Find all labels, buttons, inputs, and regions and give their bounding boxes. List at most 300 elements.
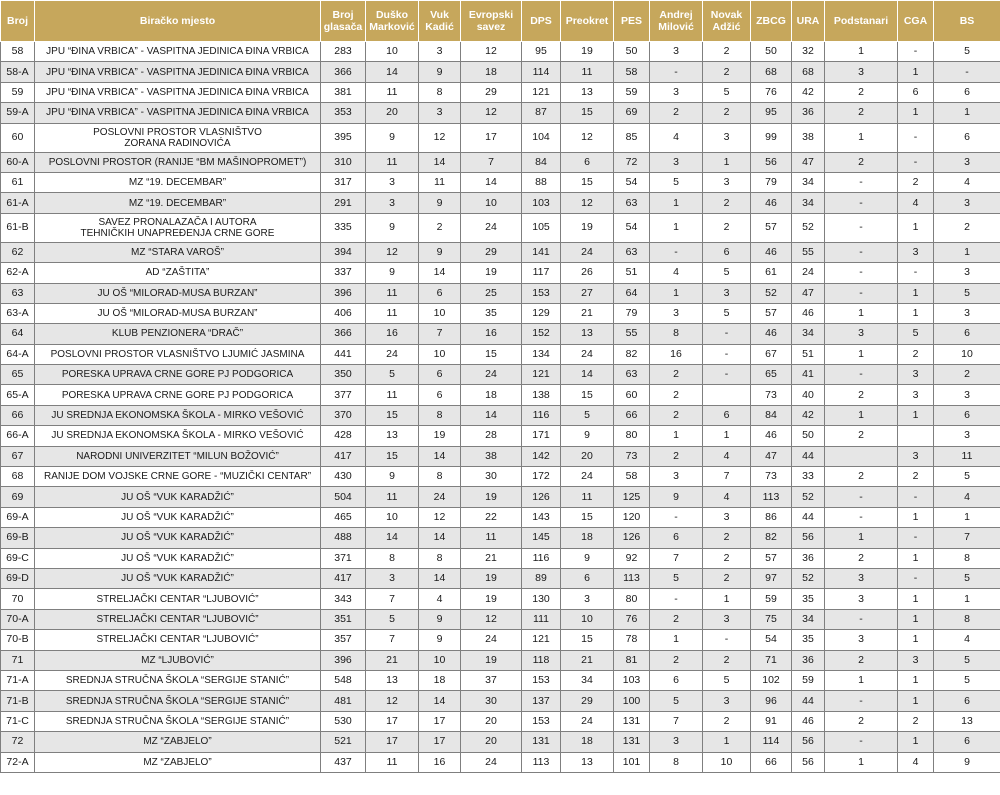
value-cell: 55: [614, 324, 650, 344]
table-row: [1, 103, 1000, 123]
value-cell: 50: [792, 426, 825, 446]
value-cell: 2: [419, 213, 461, 242]
value-cell: 15: [561, 507, 614, 527]
value-cell: 9: [419, 630, 461, 650]
value-cell: 17: [366, 711, 419, 731]
value-cell: 99: [751, 123, 792, 152]
value-cell: 120: [614, 507, 650, 527]
value-cell: 19: [461, 650, 522, 670]
value-cell: 5: [703, 670, 751, 690]
value-cell: 11: [366, 487, 419, 507]
value-cell: 61: [751, 263, 792, 283]
value-cell: 57: [751, 548, 792, 568]
value-cell: 9: [366, 213, 419, 242]
value-cell: 2: [703, 650, 751, 670]
value-cell: 2: [934, 365, 1000, 385]
value-cell: 113: [751, 487, 792, 507]
polling-place-cell: MZ “19. DECEMBAR”: [35, 172, 321, 192]
value-cell: -: [825, 507, 898, 527]
value-cell: 3: [650, 82, 703, 102]
value-cell: 2: [650, 365, 703, 385]
header-row: [1, 1, 1000, 42]
value-cell: 3: [703, 283, 751, 303]
value-cell: 42: [792, 405, 825, 425]
polling-place-cell: MZ “19. DECEMBAR”: [35, 193, 321, 213]
value-cell: 29: [461, 82, 522, 102]
value-cell: 56: [792, 752, 825, 772]
value-cell: 29: [461, 242, 522, 262]
station-number-cell: 65-A: [1, 385, 35, 405]
value-cell: 353: [321, 103, 366, 123]
value-cell: 2: [825, 82, 898, 102]
value-cell: 21: [461, 548, 522, 568]
value-cell: 20: [366, 103, 419, 123]
value-cell: 103: [614, 670, 650, 690]
polling-place-cell: STRELJAČKI CENTAR “LJUBOVIĆ”: [35, 609, 321, 629]
value-cell: 24: [561, 344, 614, 364]
value-cell: 1: [898, 103, 934, 123]
table-row: [1, 152, 1000, 172]
value-cell: 15: [561, 385, 614, 405]
value-cell: 104: [522, 123, 561, 152]
value-cell: -: [825, 193, 898, 213]
value-cell: 58: [614, 467, 650, 487]
value-cell: -: [825, 609, 898, 629]
value-cell: 465: [321, 507, 366, 527]
value-cell: 13: [561, 324, 614, 344]
value-cell: -: [703, 630, 751, 650]
polling-place-cell: JU SREDNJA EKONOMSKA ŠKOLA - MIRKO VEŠOVIĆ: [35, 426, 321, 446]
polling-place-cell: MZ “ZABJELO”: [35, 732, 321, 752]
value-cell: 34: [792, 193, 825, 213]
value-cell: 21: [561, 650, 614, 670]
value-cell: 2: [825, 103, 898, 123]
value-cell: 12: [366, 242, 419, 262]
value-cell: 291: [321, 193, 366, 213]
value-cell: 64: [614, 283, 650, 303]
value-cell: 13: [561, 82, 614, 102]
station-number-cell: 72: [1, 732, 35, 752]
station-number-cell: 59-A: [1, 103, 35, 123]
value-cell: 24: [561, 711, 614, 731]
value-cell: 5: [934, 568, 1000, 588]
value-cell: 40: [792, 385, 825, 405]
value-cell: 1: [650, 213, 703, 242]
value-cell: -: [825, 283, 898, 303]
value-cell: 3: [703, 123, 751, 152]
value-cell: 88: [522, 172, 561, 192]
value-cell: 3: [366, 193, 419, 213]
value-cell: -: [650, 242, 703, 262]
value-cell: 9: [366, 123, 419, 152]
station-number-cell: 69-C: [1, 548, 35, 568]
value-cell: 357: [321, 630, 366, 650]
value-cell: 34: [792, 324, 825, 344]
value-cell: -: [898, 152, 934, 172]
value-cell: 5: [934, 42, 1000, 62]
value-cell: 19: [561, 42, 614, 62]
column-header: Vuk Kadić: [419, 1, 461, 42]
value-cell: 66: [614, 405, 650, 425]
value-cell: 18: [561, 528, 614, 548]
value-cell: 3: [650, 152, 703, 172]
column-header: Preokret: [561, 1, 614, 42]
value-cell: 9: [561, 426, 614, 446]
value-cell: 11: [366, 82, 419, 102]
value-cell: -: [703, 365, 751, 385]
value-cell: 1: [898, 548, 934, 568]
value-cell: 4: [650, 123, 703, 152]
value-cell: 4: [934, 487, 1000, 507]
value-cell: 56: [751, 152, 792, 172]
station-number-cell: 71: [1, 650, 35, 670]
value-cell: 54: [751, 630, 792, 650]
value-cell: 395: [321, 123, 366, 152]
value-cell: 3: [825, 324, 898, 344]
value-cell: 47: [792, 152, 825, 172]
value-cell: 3: [703, 172, 751, 192]
value-cell: 343: [321, 589, 366, 609]
value-cell: 3: [934, 193, 1000, 213]
value-cell: 381: [321, 82, 366, 102]
value-cell: 47: [751, 446, 792, 466]
value-cell: 481: [321, 691, 366, 711]
value-cell: 3: [650, 467, 703, 487]
value-cell: 34: [561, 670, 614, 690]
value-cell: 55: [792, 242, 825, 262]
value-cell: 12: [419, 507, 461, 527]
value-cell: 14: [366, 528, 419, 548]
station-number-cell: 67: [1, 446, 35, 466]
value-cell: 7: [650, 711, 703, 731]
column-header: PES: [614, 1, 650, 42]
value-cell: 14: [419, 691, 461, 711]
polling-place-cell: JPU “ĐINA VRBICA” - VASPITNA JEDINICA ĐINA VRBICA: [35, 42, 321, 62]
value-cell: 3: [650, 303, 703, 323]
table-row: [1, 213, 1000, 242]
value-cell: 10: [366, 42, 419, 62]
station-number-cell: 61-B: [1, 213, 35, 242]
value-cell: 65: [751, 365, 792, 385]
value-cell: 24: [461, 752, 522, 772]
value-cell: 44: [792, 691, 825, 711]
value-cell: 7: [366, 589, 419, 609]
station-number-cell: 60-A: [1, 152, 35, 172]
polling-place-cell: JU OŠ “VUK KARADŽIĆ”: [35, 487, 321, 507]
polling-place-cell: SREDNJA STRUČNA ŠKOLA “SERGIJE STANIĆ”: [35, 711, 321, 731]
value-cell: 35: [792, 630, 825, 650]
value-cell: 6: [419, 365, 461, 385]
polling-place-cell: SREDNJA STRUČNA ŠKOLA “SERGIJE STANIĆ”: [35, 691, 321, 711]
value-cell: 1: [650, 193, 703, 213]
value-cell: 5: [898, 324, 934, 344]
value-cell: [703, 385, 751, 405]
value-cell: 5: [366, 365, 419, 385]
value-cell: 4: [703, 487, 751, 507]
value-cell: 10: [419, 303, 461, 323]
value-cell: 28: [461, 426, 522, 446]
value-cell: 2: [898, 172, 934, 192]
value-cell: 131: [614, 711, 650, 731]
value-cell: 38: [792, 123, 825, 152]
value-cell: 14: [419, 568, 461, 588]
value-cell: 1: [825, 670, 898, 690]
station-number-cell: 69-D: [1, 568, 35, 588]
table-row: [1, 82, 1000, 102]
station-number-cell: 70-A: [1, 609, 35, 629]
value-cell: 17: [366, 732, 419, 752]
value-cell: 3: [366, 568, 419, 588]
value-cell: 114: [522, 62, 561, 82]
value-cell: 8: [934, 609, 1000, 629]
value-cell: 118: [522, 650, 561, 670]
table-row: [1, 303, 1000, 323]
value-cell: 41: [792, 365, 825, 385]
value-cell: 36: [792, 103, 825, 123]
station-number-cell: 72-A: [1, 752, 35, 772]
value-cell: 54: [614, 172, 650, 192]
value-cell: 310: [321, 152, 366, 172]
polling-place-cell: JU OŠ “MILORAD-MUSA BURZAN”: [35, 283, 321, 303]
value-cell: 16: [419, 752, 461, 772]
value-cell: 66: [751, 752, 792, 772]
value-cell: 76: [614, 609, 650, 629]
table-row: [1, 324, 1000, 344]
value-cell: 46: [751, 193, 792, 213]
station-number-cell: 71-C: [1, 711, 35, 731]
value-cell: 10: [561, 609, 614, 629]
value-cell: 5: [934, 650, 1000, 670]
value-cell: 46: [751, 324, 792, 344]
value-cell: 7: [934, 528, 1000, 548]
value-cell: 8: [650, 752, 703, 772]
value-cell: -: [898, 568, 934, 588]
value-cell: 13: [934, 711, 1000, 731]
value-cell: 101: [614, 752, 650, 772]
value-cell: 9: [650, 487, 703, 507]
value-cell: 60: [614, 385, 650, 405]
station-number-cell: 71-A: [1, 670, 35, 690]
value-cell: 16: [650, 344, 703, 364]
value-cell: 3: [825, 630, 898, 650]
value-cell: 46: [792, 711, 825, 731]
station-number-cell: 71-B: [1, 691, 35, 711]
table-row: [1, 193, 1000, 213]
value-cell: 24: [419, 487, 461, 507]
value-cell: 317: [321, 172, 366, 192]
value-cell: 1: [898, 405, 934, 425]
value-cell: 24: [461, 630, 522, 650]
value-cell: 3: [366, 172, 419, 192]
value-cell: 3: [934, 303, 1000, 323]
value-cell: 68: [751, 62, 792, 82]
value-cell: 33: [792, 467, 825, 487]
value-cell: 2: [934, 213, 1000, 242]
polling-place-cell: POSLOVNI PROSTOR VLASNIŠTVO LJUMIĆ JASMINA: [35, 344, 321, 364]
value-cell: 102: [751, 670, 792, 690]
table-row: [1, 344, 1000, 364]
value-cell: 1: [898, 283, 934, 303]
value-cell: 2: [703, 213, 751, 242]
value-cell: 84: [522, 152, 561, 172]
value-cell: 3: [650, 732, 703, 752]
value-cell: 396: [321, 650, 366, 670]
value-cell: 5: [703, 303, 751, 323]
value-cell: 95: [522, 42, 561, 62]
table-row: [1, 42, 1000, 62]
station-number-cell: 70-B: [1, 630, 35, 650]
value-cell: 406: [321, 303, 366, 323]
value-cell: 5: [650, 568, 703, 588]
value-cell: 3: [898, 385, 934, 405]
value-cell: 2: [703, 193, 751, 213]
value-cell: 3: [934, 152, 1000, 172]
value-cell: 52: [792, 213, 825, 242]
table-row: [1, 732, 1000, 752]
value-cell: 12: [419, 123, 461, 152]
value-cell: 371: [321, 548, 366, 568]
value-cell: 2: [898, 711, 934, 731]
value-cell: 2: [703, 62, 751, 82]
station-number-cell: 64: [1, 324, 35, 344]
value-cell: 7: [650, 548, 703, 568]
value-cell: 25: [461, 283, 522, 303]
value-cell: -: [825, 691, 898, 711]
value-cell: 4: [650, 263, 703, 283]
value-cell: -: [898, 263, 934, 283]
value-cell: 37: [461, 670, 522, 690]
polling-place-cell: JU OŠ “VUK KARADŽIĆ”: [35, 507, 321, 527]
value-cell: 6: [703, 242, 751, 262]
value-cell: 117: [522, 263, 561, 283]
value-cell: 3: [825, 568, 898, 588]
value-cell: 153: [522, 670, 561, 690]
table-row: [1, 568, 1000, 588]
polling-place-cell: JU OŠ “MILORAD-MUSA BURZAN”: [35, 303, 321, 323]
value-cell: 2: [703, 42, 751, 62]
value-cell: 56: [792, 732, 825, 752]
value-cell: 1: [703, 589, 751, 609]
value-cell: 3: [934, 263, 1000, 283]
value-cell: 1: [703, 732, 751, 752]
value-cell: 14: [419, 528, 461, 548]
value-cell: 1: [825, 303, 898, 323]
value-cell: 6: [934, 405, 1000, 425]
value-cell: 6: [561, 152, 614, 172]
value-cell: 1: [898, 609, 934, 629]
value-cell: 11: [561, 487, 614, 507]
value-cell: 12: [461, 103, 522, 123]
value-cell: 521: [321, 732, 366, 752]
value-cell: 5: [561, 405, 614, 425]
value-cell: 125: [614, 487, 650, 507]
value-cell: 6: [934, 732, 1000, 752]
station-number-cell: 69-B: [1, 528, 35, 548]
value-cell: 6: [934, 82, 1000, 102]
value-cell: 5: [650, 172, 703, 192]
value-cell: 11: [366, 752, 419, 772]
value-cell: 82: [614, 344, 650, 364]
value-cell: 6: [934, 123, 1000, 152]
value-cell: 92: [614, 548, 650, 568]
value-cell: -: [825, 242, 898, 262]
value-cell: 145: [522, 528, 561, 548]
value-cell: 11: [561, 62, 614, 82]
value-cell: 4: [703, 446, 751, 466]
value-cell: 6: [898, 82, 934, 102]
value-cell: 6: [650, 528, 703, 548]
value-cell: 1: [898, 732, 934, 752]
value-cell: 548: [321, 670, 366, 690]
value-cell: 103: [522, 193, 561, 213]
value-cell: 21: [366, 650, 419, 670]
value-cell: 97: [751, 568, 792, 588]
value-cell: 9: [419, 609, 461, 629]
value-cell: 46: [751, 426, 792, 446]
value-cell: 2: [825, 467, 898, 487]
table-row: [1, 507, 1000, 527]
value-cell: 4: [898, 752, 934, 772]
station-number-cell: 63-A: [1, 303, 35, 323]
value-cell: 3: [898, 446, 934, 466]
value-cell: 21: [561, 303, 614, 323]
value-cell: 129: [522, 303, 561, 323]
value-cell: 91: [751, 711, 792, 731]
value-cell: 1: [650, 426, 703, 446]
value-cell: 11: [934, 446, 1000, 466]
column-header: Broj: [1, 1, 35, 42]
value-cell: 14: [419, 152, 461, 172]
table-row: [1, 711, 1000, 731]
value-cell: 9: [419, 62, 461, 82]
value-cell: 17: [461, 123, 522, 152]
value-cell: -: [650, 589, 703, 609]
value-cell: 52: [751, 283, 792, 303]
value-cell: 3: [419, 103, 461, 123]
value-cell: 1: [650, 630, 703, 650]
value-cell: 2: [825, 548, 898, 568]
table-row: [1, 548, 1000, 568]
value-cell: 11: [366, 385, 419, 405]
value-cell: 18: [461, 385, 522, 405]
value-cell: 126: [614, 528, 650, 548]
table-body: [1, 42, 1000, 773]
value-cell: 79: [751, 172, 792, 192]
value-cell: 5: [703, 263, 751, 283]
value-cell: 11: [366, 303, 419, 323]
value-cell: 12: [366, 691, 419, 711]
value-cell: 2: [650, 103, 703, 123]
value-cell: 73: [751, 467, 792, 487]
value-cell: 17: [419, 732, 461, 752]
value-cell: 82: [751, 528, 792, 548]
value-cell: 47: [792, 283, 825, 303]
table-row: [1, 62, 1000, 82]
polling-place-cell: JPU “ĐINA VRBICA” - VASPITNA JEDINICA ĐINA VRBICA: [35, 82, 321, 102]
value-cell: 1: [825, 752, 898, 772]
station-number-cell: 61-A: [1, 193, 35, 213]
station-number-cell: 60: [1, 123, 35, 152]
value-cell: 50: [751, 42, 792, 62]
value-cell: 131: [614, 732, 650, 752]
value-cell: 1: [898, 62, 934, 82]
value-cell: 2: [650, 385, 703, 405]
value-cell: [898, 426, 934, 446]
value-cell: 24: [461, 365, 522, 385]
value-cell: 89: [522, 568, 561, 588]
value-cell: -: [825, 263, 898, 283]
value-cell: 50: [614, 42, 650, 62]
